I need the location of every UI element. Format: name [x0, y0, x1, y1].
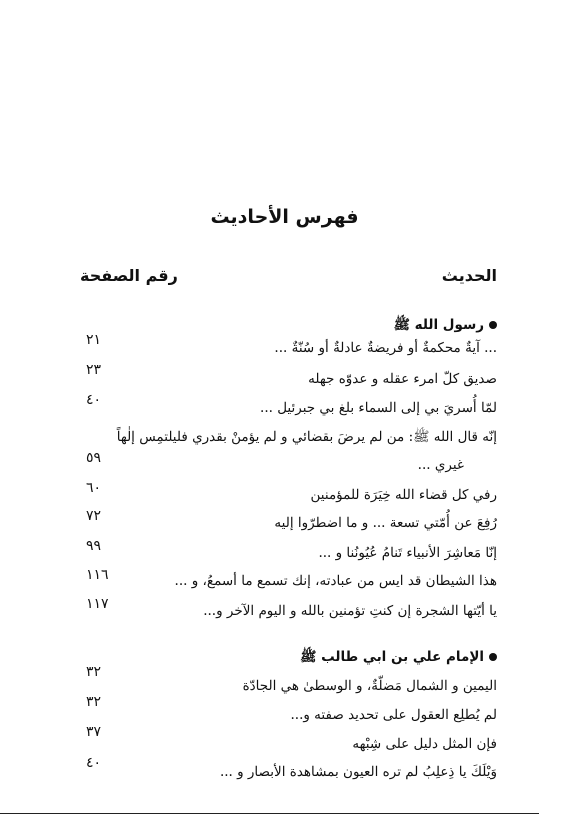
page-number: ٤٠: [86, 392, 102, 408]
page-number: ٧٢: [86, 508, 102, 524]
page-number: ٦٠: [86, 480, 102, 496]
page-number: ٣٢: [86, 694, 102, 710]
hadith-entry: إنّه قال الله ﷺ: من لم يرضَ بقضائي و لم يؤمنْ بقدري فليلتمِس إلٰهاً: [116, 429, 497, 445]
hadith-entry: رُفِعَ عن أُمّتي تسعة ... و ما اضطرّوا إليه: [274, 515, 497, 531]
page-title: فهرس الأحاديث: [210, 206, 359, 228]
section-heading-label: الإمام علي بن ابي طالب ﷺ: [300, 649, 484, 665]
bullet-icon: [489, 321, 497, 329]
section-heading-label: رسول الله ﷺ: [393, 317, 484, 333]
page-number: ٢٣: [86, 362, 102, 378]
page-number: ٥٩: [86, 450, 102, 466]
hadith-entry: فإن المثل دليل على شِبْهه: [352, 736, 497, 752]
hadith-entry: هذا الشيطان قد ايس من عبادته، إنك تسمع ما أسمعُ، و ...: [174, 573, 497, 589]
bullet-icon: [489, 653, 497, 661]
hadith-entry: غيري ...: [417, 457, 464, 473]
bottom-rule: [0, 813, 539, 814]
page-number: ٣٢: [86, 664, 102, 680]
hadith-entry: وَيْلَكَ يا ذِعلِبُ لم تره العيون بمشاهدة الأبصار و ...: [219, 764, 497, 780]
page-number: ١١٦: [86, 567, 109, 583]
column-header-hadith: الحديث: [441, 266, 497, 285]
hadith-entry: صديق كلّ امرء عقله و عدوّه جهله: [308, 371, 497, 387]
column-header-page-number: رقم الصفحة: [80, 266, 178, 285]
hadith-entry: اليمين و الشمال مَضلّةٌ، و الوسطىٰ هي الجادّة: [242, 678, 497, 694]
hadith-entry: إنّا مَعاشِرَ الأنبياء تَنامُ عُيُونُنا و ...: [318, 545, 497, 561]
hadith-entry: ... آيةٌ محكمةٌ أو فريضةٌ عادلةٌ أو سُنّةٌ ...: [274, 340, 497, 356]
hadith-entry: لم يُطلِع العقول على تحديد صفته و...: [290, 707, 497, 723]
hadith-entry: لمّا أُسريَ بي إلى السماء بلغ بي جبرئيل ...: [260, 400, 497, 416]
section-heading: [394, 316, 497, 336]
page-number: ٣٧: [86, 724, 102, 740]
hadith-entry: يا أيّتها الشجرة إن كنتِ تؤمنين بالله و اليوم الآخر و...: [203, 603, 497, 619]
page-number: ٤٠: [86, 755, 102, 771]
page-number: ٩٩: [86, 538, 102, 554]
hadith-entry: رفي كل قضاء الله خِيَرَة للمؤمنين: [310, 487, 497, 503]
page-number: ٢١: [86, 332, 102, 348]
section-heading: [300, 648, 497, 668]
page-number: ١١٧: [86, 596, 109, 612]
